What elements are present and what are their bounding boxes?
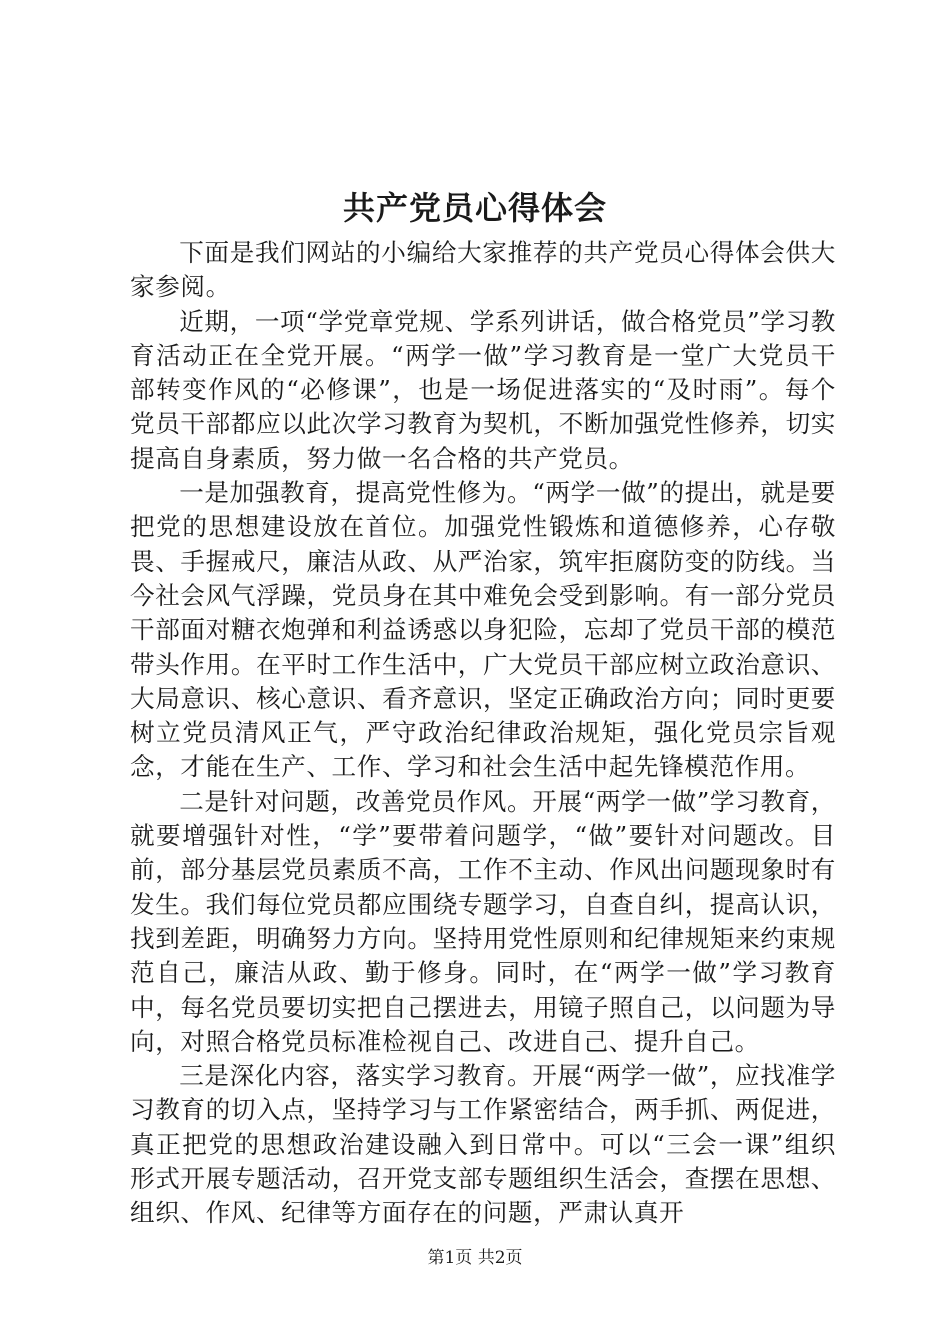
paragraph-point-three: 三是深化内容，落实学习教育。开展“两学一做”，应找准学习教育的切入点，坚持学习与工作紧密结合，两手抓、两促进，真正把党的思想政治建设融入到日常中。可以“三会一课”组织形式开展专题活动，召开党支部专题组织生活会，查摆在思想、组织、作风、纪律等方面存在的问题，严肃认真开: [130, 1061, 836, 1228]
document-body: [130, 236, 836, 1231]
paragraph-point-one: 一是加强教育，提高党性修为。“两学一做”的提出，就是要把党的思想建设放在首位。加强党性锻炼和道德修养，心存敬畏、手握戒尺，廉洁从政、从严治家，筑牢拒腐防变的防线。当今社会风气浮躁，党员身在其中难免会受到影响。有一部分党员干部面对糖衣炮弹和利益诱惑以身犯险，忘却了党员干部的模范带头作用。在平时工作生活中，广大党员干部应树立政治意识、大局意识、核心意识、看齐意识，坚定正确政治方向；同时更要树立党员清风正气，严守政治纪律政治规矩，强化党员宗旨观念，才能在生产、工作、学习和社会生活中起先锋模范作用。: [130, 478, 836, 782]
paragraph-background: 近期，一项“学党章党规、学系列讲话，做合格党员”学习教育活动正在全党开展。“两学一做”学习教育是一堂广大党员干部转变作风的“必修课”，也是一场促进落实的“及时雨”。每个党员干部都应以此次学习教育为契机，不断加强党性修养，切实提高自身素质，努力做一名合格的共产党员。: [130, 306, 836, 473]
page-number-footer: 第1页 共2页: [427, 1248, 523, 1268]
paragraph-intro: 下面是我们网站的小编给大家推荐的共产党员心得体会供大家参阅。: [130, 238, 836, 302]
paragraph-point-two: 二是针对问题，改善党员作风。开展“两学一做”学习教育，就要增强针对性，“学”要带着问题学，“做”要针对问题改。目前，部分基层党员素质不高，工作不主动、作风出问题现象时有发生。我们每位党员都应围绕专题学习，自查自纠，提高认识，找到差距，明确努力方向。坚持用党性原则和纪律规矩来约束规范自己，廉洁从政、勤于修身。同时，在“两学一做”学习教育中，每名党员要切实把自己摆进去，用镜子照自己，以问题为导向，对照合格党员标准检视自己、改进自己、提升自己。: [130, 786, 836, 1056]
document-title: 共产党员心得体会: [342, 189, 607, 227]
